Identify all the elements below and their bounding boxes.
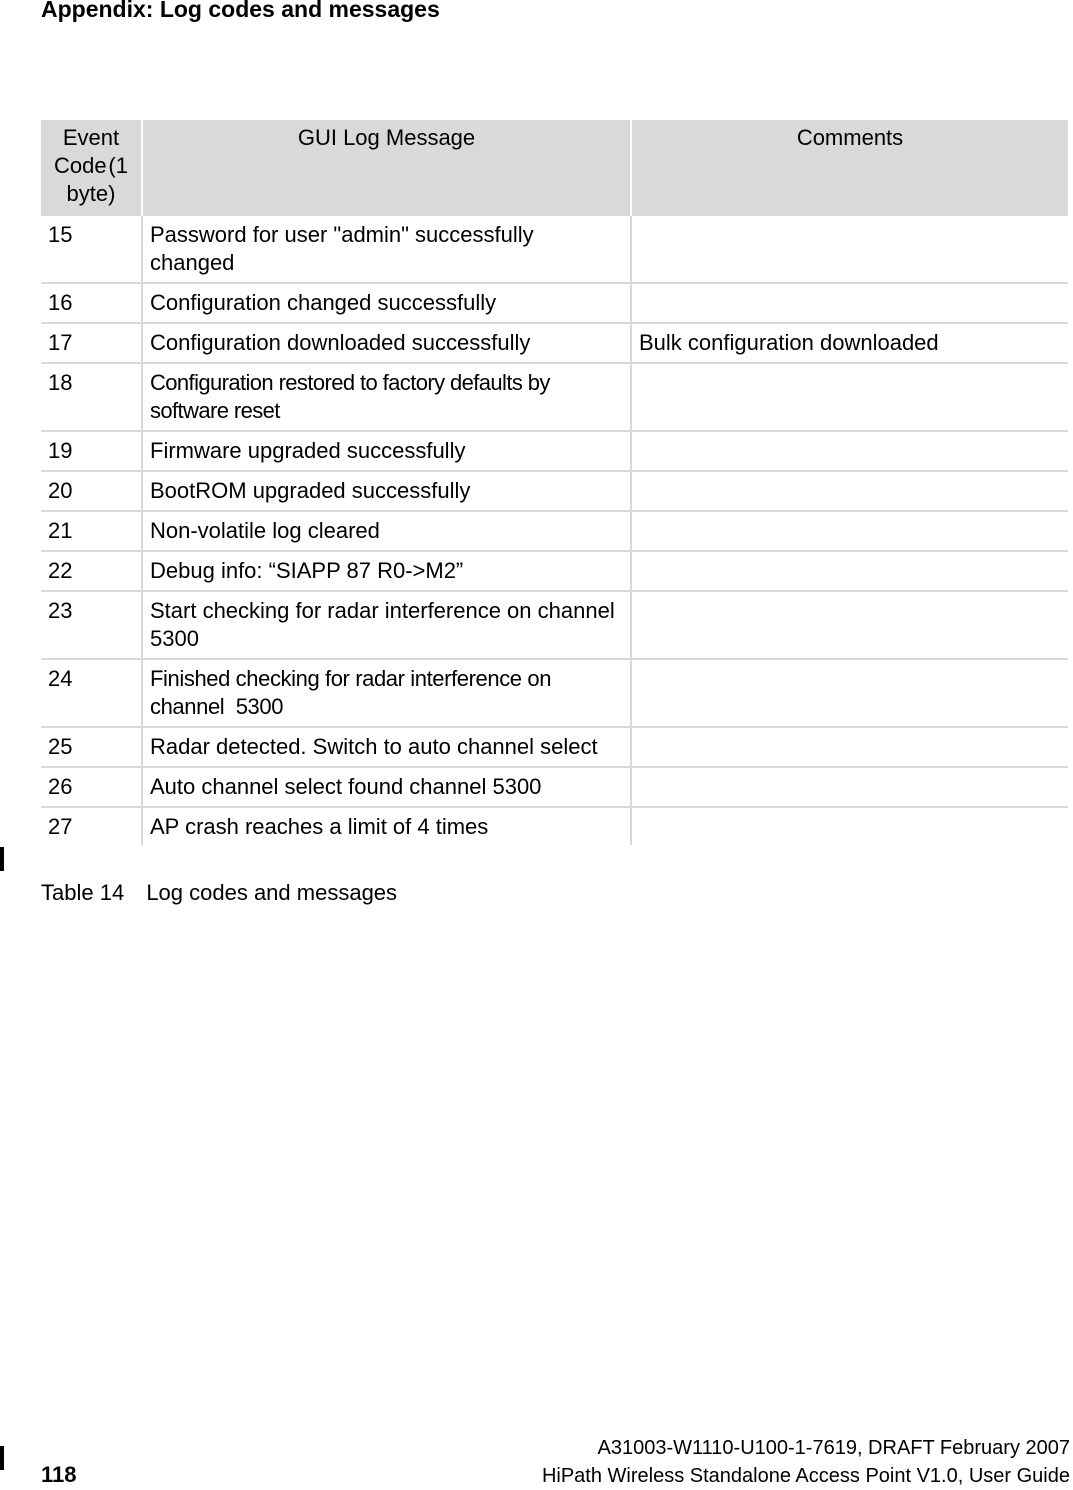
log-message: Configuration restored to factory defaults by software reset [142,363,631,431]
footer-doc-info [542,1434,1070,1490]
table-row [41,363,1068,431]
comment [631,767,1068,807]
log-message: Debug info: “SIAPP 87 R0->M2” [142,551,631,591]
comment [631,591,1068,659]
log-message: Non-volatile log cleared [142,511,631,551]
log-message: AP crash reaches a limit of 4 times [142,807,631,845]
table-caption-label: Table 14 [41,880,125,905]
log-message: BootROM upgraded successfully [142,471,631,511]
table-header-row [41,120,1068,216]
table-row [41,431,1068,471]
column-header-gui-log-message: GUI Log Message [142,120,631,216]
comment [631,807,1068,845]
log-codes-table [41,120,1068,845]
table-row [41,283,1068,323]
table-row [41,591,1068,659]
event-code: 20 [41,471,142,511]
column-header-event-code: Event Code (1 byte) [41,120,142,216]
table-row [41,659,1068,727]
event-code: 18 [41,363,142,431]
table-caption-text: Log codes and messages [146,880,398,905]
footer-doc-id: A31003-W1110-U100-1-7619, DRAFT February 2007 [597,1437,1070,1459]
table-row [41,471,1068,511]
table-row [41,807,1068,845]
comment [631,659,1068,727]
comment [631,363,1068,431]
table-row [41,727,1068,767]
event-code: 24 [41,659,142,727]
comment [631,216,1068,283]
page-header-title: Appendix: Log codes and messages [41,0,440,22]
comment [631,727,1068,767]
log-message: Password for user "admin" successfully changed [142,216,631,283]
comment [631,551,1068,591]
log-message: Configuration downloaded successfully [142,323,631,363]
log-message: Radar detected. Switch to auto channel select [142,727,631,767]
event-code: 27 [41,807,142,845]
table-row [41,216,1068,283]
log-message: Start checking for radar interference on channel 5300 [142,591,631,659]
log-message: Configuration changed successfully [142,283,631,323]
log-message: Firmware upgraded successfully [142,431,631,471]
event-code: 16 [41,283,142,323]
log-message: Auto channel select found channel 5300 [142,767,631,807]
comment [631,471,1068,511]
event-code: 25 [41,727,142,767]
table-row [41,511,1068,551]
table-row [41,767,1068,807]
event-code: 15 [48,222,73,247]
comment [631,511,1068,551]
column-header-comments: Comments [631,120,1068,216]
comment [631,283,1068,323]
event-code: 23 [41,591,142,659]
change-bar-marker [0,847,4,871]
event-code: 26 [41,767,142,807]
change-bar-marker [0,1446,4,1470]
table-row [41,323,1068,363]
event-code: 19 [41,431,142,471]
comment: Bulk configuration downloaded [631,323,1068,363]
event-code: 21 [41,511,142,551]
event-code: 22 [41,551,142,591]
log-message: Finished checking for radar interference on channel 5300 [142,659,631,727]
comment [631,431,1068,471]
table-caption [41,880,397,906]
event-code: 17 [41,323,142,363]
footer-page-number: 118 [41,1462,77,1487]
footer-doc-title: HiPath Wireless Standalone Access Point V1.0, User Guide [541,1465,1070,1487]
table-row [41,551,1068,591]
